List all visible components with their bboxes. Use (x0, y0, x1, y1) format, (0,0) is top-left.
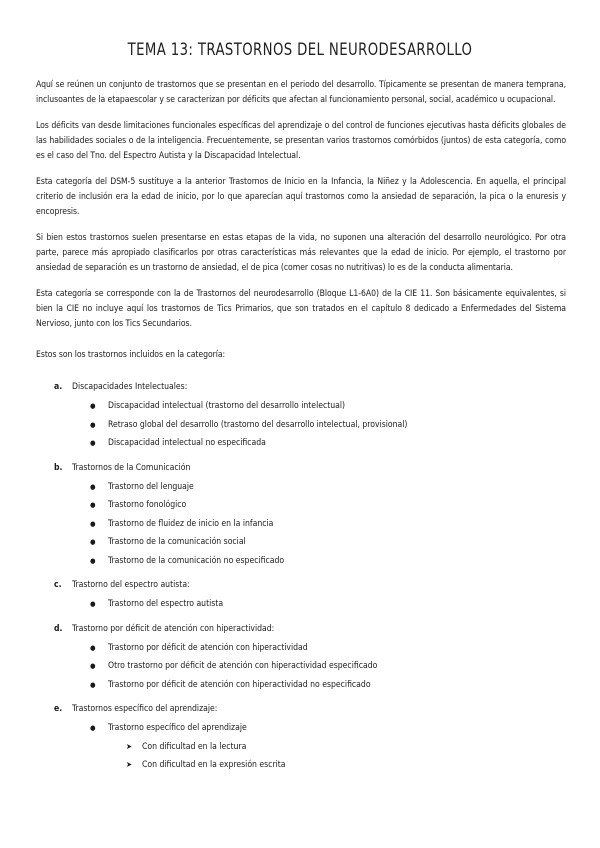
list-item-text: Trastorno específico del aprendizaje (108, 723, 247, 733)
list-item-text: Retraso global del desarrollo (trastorno del desarrollo intelectual, provisional) (108, 419, 408, 430)
list-item (36, 533, 566, 552)
bullet-icon: ● (90, 519, 96, 528)
paragraph-5: Esta categoría se corresponde con la de Trastornos del neurodesarrollo (Bloque L1-6A0) de la CIE 11. Son básicamente equivalentes, si bien la CIE no incluye aquí los trastornos de Tics Primarios, que son tratados en el capítulo 8 dedicado a Enfermedades del Sistema Nervioso, junto con los Tics Secundarios. (36, 289, 566, 329)
arrow-icon: ➤ (126, 760, 133, 769)
list-item-text: Trastorno del lenguaje (108, 481, 194, 492)
list-item-text: Discapacidad intelectual (trastorno del desarrollo intelectual) (108, 401, 346, 411)
list-item (36, 676, 566, 695)
sub-list-item-text: Con dificultad en la lectura (142, 741, 247, 752)
list-item (36, 416, 566, 435)
bullet-icon: ● (90, 643, 96, 652)
page-title: TEMA 13: TRASTORNOS DEL NEURODESARROLLO (127, 40, 473, 60)
bullet-icon: ● (90, 556, 96, 565)
sub-list-item-text: Con dificultad en la expresión escrita (142, 760, 286, 770)
list-item-text: Trastorno de fluidez de inicio en la infancia (108, 518, 274, 529)
list-item-text: Trastorno de la comunicación social (108, 537, 246, 547)
list-item-text: Discapacidad intelectual no especificada (108, 438, 266, 448)
list-item (36, 552, 566, 571)
sub-list-item (36, 756, 566, 775)
paragraph-1: Aquí se reúnen un conjunto de trastornos que se presentan en el periodo del desarrollo. Típicamente se presentan de manera temprana, inclusoantes de la etapaescolar y se caracterizan por déficits que afectan al funcionamiento personal, social, académico u ocupacional. (36, 80, 566, 105)
bullet-icon: ● (90, 600, 96, 608)
section-letter: c. (54, 580, 62, 590)
section-b (36, 460, 566, 571)
list-item (36, 496, 566, 515)
section-letter: e. (54, 704, 63, 714)
list-item (36, 397, 566, 416)
arrow-icon: ➤ (126, 741, 133, 751)
section-label: Trastornos específico del aprendizaje: (72, 704, 218, 714)
list-item (36, 657, 566, 676)
section-label: Trastorno del espectro autista: (72, 580, 190, 590)
bullet-icon: ● (90, 680, 96, 689)
list-item-text: Trastorno del espectro autista (108, 599, 224, 609)
bullet-icon: ● (90, 420, 96, 429)
list-item (36, 719, 566, 738)
list-item-text: Trastorno por déficit de atención con hiperactividad no especificado (108, 679, 371, 690)
list-item (36, 434, 566, 453)
bullet-icon: ● (90, 482, 96, 491)
sub-list-item (36, 738, 566, 757)
bullet-icon: ● (90, 402, 96, 410)
document-body (36, 78, 566, 782)
section-d (36, 621, 566, 695)
bullet-icon: ● (90, 724, 96, 732)
section-label: Trastorno por déficit de atención con hiperactividad: (72, 623, 275, 634)
paragraph-3: Esta categoría del DSM-5 sustituye a la anterior Trastornos de Inicio en la Infancia, la Niñez y la Adolescencia. En aquella, el principal criterio de inclusión era la edad de inicio, por lo que aparecían aquí trastornos como la ansiedad de separación, la pica o la enuresis y encopresis. (36, 177, 566, 217)
section-c (36, 577, 566, 614)
bullet-icon: ● (90, 439, 96, 447)
list-item-text: Trastorno de la comunicación no especificado (108, 555, 285, 566)
section-letter: a. (54, 382, 63, 392)
section-letter: b. (54, 462, 63, 473)
section-label: Trastornos de la Comunicación (72, 462, 191, 473)
bullet-icon: ● (90, 501, 96, 509)
list-intro: Estos son los trastornos incluidos en la categoría: (36, 350, 226, 360)
section-label: Discapacidades Intelectuales: (72, 382, 188, 392)
list-item (36, 639, 566, 658)
list-item-text: Otro trastorno por déficit de atención con hiperactividad especificado (108, 661, 378, 671)
paragraph-4: Si bien estos trastornos suelen presentarse en estas etapas de la vida, no suponen una alteración del desarrollo neurológico. Por otra parte, parece más apropiado clasificarlos por otras características más relevantes que la edad de inicio. Por ejemplo, el trastorno por ansiedad de separación es un trastorno de ansiedad, el de pica (comer cosas no nutritivas) lo es de la conducta alimentaria. (36, 233, 566, 273)
paragraph-2: Los déficits van desde limitaciones funcionales específicas del aprendizaje o del control de funciones ejecutivas hasta déficits globales de las habilidades sociales o de la inteligencia. Frecuentemente, se presentan varios trastornos comórbidos (juntos) de esta categoría, como es el caso del Tno. del Espectro Autista y la Discapacidad Intelectual. (36, 121, 566, 161)
list-item-text: Trastorno por déficit de atención con hiperactividad (108, 642, 308, 653)
section-letter: d. (54, 623, 63, 634)
list-item-text: Trastorno fonológico (108, 500, 187, 510)
bullet-icon: ● (90, 662, 96, 670)
bullet-icon: ● (90, 538, 96, 546)
section-a (36, 379, 566, 453)
list-item (36, 595, 566, 614)
list-item (36, 478, 566, 497)
list-item (36, 515, 566, 534)
section-e (36, 701, 566, 775)
